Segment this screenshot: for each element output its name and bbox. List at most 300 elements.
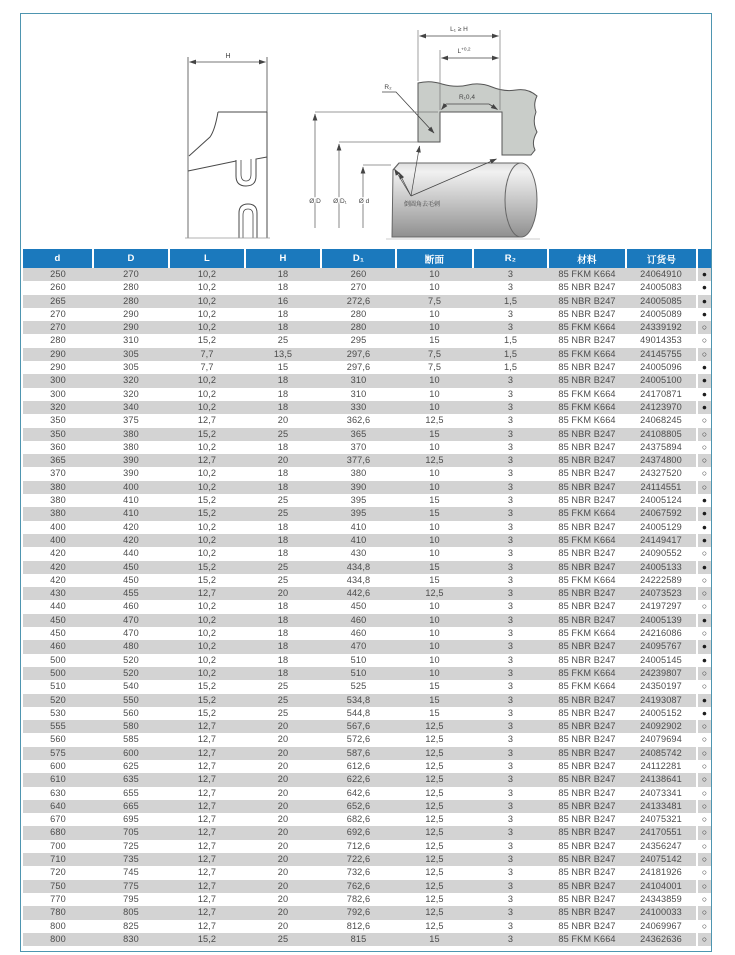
cell-section: 12,5 [425, 814, 444, 825]
table-row [23, 654, 711, 667]
availability-marker: ● [697, 534, 711, 547]
availability-marker: ● [697, 521, 711, 534]
cell-material: 85 NBR B247 [558, 614, 616, 625]
cell-L: 10,2 [197, 308, 217, 319]
cell-D: 695 [123, 814, 139, 825]
table-row [23, 321, 711, 334]
cell-D1: 297,6 [346, 348, 371, 359]
cell-material: 85 FKM K664 [558, 269, 616, 279]
cell-d: 420 [50, 574, 66, 585]
cell-D: 320 [123, 388, 139, 399]
cell-D1: 812,6 [346, 920, 371, 931]
cell-D1: 470 [350, 641, 367, 652]
cell-section: 10 [429, 468, 440, 479]
installation-drawing [309, 26, 540, 239]
cell-D: 825 [123, 920, 139, 931]
table-row [23, 813, 711, 826]
cell-d: 555 [50, 721, 66, 732]
cell-L: 15,2 [197, 707, 217, 718]
cell-H: 20 [277, 721, 289, 732]
cell-D: 305 [123, 348, 139, 359]
cell-D1: 365 [350, 428, 367, 439]
cell-order-no: 24005096 [640, 362, 682, 373]
cell-D: 470 [123, 614, 139, 625]
cell-D: 390 [123, 455, 139, 466]
cell-d: 350 [50, 428, 66, 439]
cell-order-no: 24170551 [640, 827, 682, 838]
cell-L: 12,7 [197, 827, 217, 838]
cell-section: 10 [429, 548, 440, 559]
availability-marker: ○ [697, 600, 711, 613]
cell-D: 390 [123, 468, 139, 479]
cell-L: 10,2 [197, 401, 217, 412]
cell-H: 18 [277, 601, 289, 612]
availability-marker: ○ [697, 773, 711, 786]
cell-d: 680 [50, 827, 66, 838]
table-row [23, 840, 711, 853]
cell-section: 7,5 [427, 295, 442, 306]
cell-D: 795 [123, 893, 139, 904]
cell-d: 400 [50, 534, 66, 545]
cell-D: 400 [123, 481, 139, 492]
cell-D1: 510 [350, 667, 367, 678]
cell-d: 300 [50, 375, 66, 386]
table-row [23, 707, 711, 720]
cell-d: 710 [50, 854, 66, 865]
cell-material: 85 FKM K664 [558, 508, 616, 519]
availability-marker: ○ [697, 906, 711, 919]
cell-H: 20 [277, 920, 289, 931]
table-row [23, 694, 711, 707]
availability-marker: ● [697, 295, 711, 308]
cell-H: 18 [277, 481, 289, 492]
l-dim-label [457, 47, 470, 56]
cell-H: 20 [277, 840, 289, 851]
availability-marker: ○ [697, 840, 711, 853]
cell-order-no: 24197297 [640, 601, 682, 612]
cell-D: 520 [123, 654, 139, 665]
availability-marker: ● [697, 308, 711, 321]
table-row [23, 561, 711, 574]
cell-material: 85 NBR B247 [558, 548, 616, 559]
header-section: 断面 [396, 249, 473, 268]
cell-R2: 3 [507, 521, 514, 532]
cell-R2: 3 [507, 322, 514, 333]
availability-marker: ● [697, 707, 711, 720]
cell-section: 10 [429, 628, 440, 639]
cell-R2: 3 [507, 721, 514, 732]
cell-L: 12,7 [197, 588, 217, 599]
availability-marker: ○ [697, 587, 711, 600]
cell-order-no: 24339192 [640, 322, 682, 333]
cell-R2: 3 [507, 907, 514, 918]
cell-section: 15 [429, 933, 440, 944]
table-row [23, 893, 711, 906]
table-row [23, 667, 711, 680]
availability-marker: ○ [697, 720, 711, 733]
cell-section: 10 [429, 601, 440, 612]
cell-d: 575 [50, 747, 66, 758]
table-row [23, 494, 711, 507]
cell-D: 830 [123, 933, 139, 944]
cell-section: 10 [429, 441, 440, 452]
cell-D: 705 [123, 827, 139, 838]
availability-marker: ○ [697, 667, 711, 680]
cell-H: 13,5 [273, 348, 293, 359]
cell-D: 540 [123, 681, 139, 692]
cell-D1: 460 [350, 614, 367, 625]
cell-d: 640 [50, 800, 66, 811]
cell-D1: 682,6 [346, 814, 371, 825]
cell-section: 15 [429, 694, 440, 705]
cell-D1: 260 [350, 269, 367, 279]
availability-marker: ○ [697, 733, 711, 746]
availability-marker: ○ [697, 441, 711, 454]
cell-R2: 3 [507, 614, 514, 625]
cell-D: 410 [123, 495, 139, 506]
cell-d: 500 [50, 667, 66, 678]
r2-leader-label: R₂ [384, 84, 392, 91]
cell-H: 25 [277, 561, 289, 572]
cell-d: 400 [50, 521, 66, 532]
cell-material: 85 NBR B247 [558, 455, 616, 466]
cell-material: 85 NBR B247 [558, 441, 616, 452]
cell-D1: 395 [350, 508, 367, 519]
dia-D1-label: Ø D₁ [333, 198, 347, 205]
cell-order-no: 24085742 [640, 747, 682, 758]
cell-order-no: 24090552 [640, 548, 682, 559]
cell-D: 280 [123, 295, 139, 306]
cell-R2: 3 [507, 681, 514, 692]
cell-d: 630 [50, 787, 66, 798]
cell-L: 12,7 [197, 734, 217, 745]
cell-R2: 3 [507, 508, 514, 519]
availability-marker: ○ [697, 933, 711, 946]
cell-R2: 3 [507, 707, 514, 718]
cell-order-no: 24005145 [640, 654, 682, 665]
cell-R2: 3 [507, 588, 514, 599]
cell-d: 380 [50, 495, 66, 506]
cell-D: 450 [123, 574, 139, 585]
cell-order-no: 24123970 [640, 401, 682, 412]
cell-material: 85 NBR B247 [558, 335, 616, 346]
table-row [23, 920, 711, 933]
cell-D1: 297,6 [346, 362, 371, 373]
table-row [23, 428, 711, 441]
cell-L: 12,7 [197, 920, 217, 931]
cell-D1: 410 [350, 521, 367, 532]
cell-R2: 3 [507, 787, 514, 798]
cell-H: 18 [277, 282, 289, 293]
cell-d: 290 [50, 348, 66, 359]
cell-section: 10 [429, 375, 440, 386]
cell-D1: 762,6 [346, 880, 371, 891]
cell-section: 12,5 [425, 893, 444, 904]
cell-H: 25 [277, 707, 289, 718]
cell-R2: 3 [507, 561, 514, 572]
cell-R2: 3 [507, 854, 514, 865]
cell-order-no: 24073341 [640, 787, 682, 798]
availability-marker: ○ [697, 813, 711, 826]
cell-D: 735 [123, 854, 139, 865]
cell-R2: 3 [507, 840, 514, 851]
availability-marker: ○ [697, 893, 711, 906]
availability-marker: ○ [697, 760, 711, 773]
cell-D1: 410 [350, 534, 367, 545]
cell-d: 290 [50, 362, 66, 373]
cell-material: 85 NBR B247 [558, 282, 616, 293]
cell-d: 520 [50, 694, 66, 705]
cell-section: 12,5 [425, 415, 444, 426]
cell-D: 420 [123, 521, 139, 532]
cell-L: 10,2 [197, 614, 217, 625]
cell-material: 85 NBR B247 [558, 734, 616, 745]
cell-d: 250 [50, 269, 66, 279]
deburr-note: 倒圆角去毛刺 [404, 202, 441, 208]
cell-order-no: 24104001 [640, 880, 682, 891]
cell-material: 85 NBR B247 [558, 880, 616, 891]
availability-marker: ○ [697, 428, 711, 441]
table-row [23, 747, 711, 760]
l1-dim-label: L₁ ≥ H [450, 26, 468, 33]
cell-H: 18 [277, 468, 289, 479]
cell-R2: 3 [507, 814, 514, 825]
cell-material: 85 NBR B247 [558, 893, 616, 904]
cell-L: 10,2 [197, 441, 217, 452]
cell-R2: 3 [507, 601, 514, 612]
cell-H: 18 [277, 534, 289, 545]
table-row [23, 547, 711, 560]
cell-order-no: 24005083 [640, 282, 682, 293]
cell-R2: 3 [507, 933, 514, 944]
table-row [23, 388, 711, 401]
availability-marker: ○ [697, 414, 711, 427]
cell-d: 560 [50, 734, 66, 745]
availability-marker: ○ [697, 866, 711, 879]
cell-section: 10 [429, 654, 440, 665]
l-dim-sup: +0,2 [461, 47, 471, 53]
cell-R2: 3 [507, 548, 514, 559]
table-row [23, 441, 711, 454]
cell-R2: 1,5 [503, 362, 518, 373]
cell-R2: 3 [507, 893, 514, 904]
cell-D1: 390 [350, 481, 367, 492]
cell-order-no: 24375894 [640, 441, 682, 452]
cell-H: 25 [277, 933, 289, 944]
cell-D1: 534,8 [346, 694, 371, 705]
cell-section: 15 [429, 495, 440, 506]
availability-marker: ○ [697, 481, 711, 494]
cell-R2: 3 [507, 774, 514, 785]
header-D: D [93, 249, 169, 268]
cell-material: 85 NBR B247 [558, 481, 616, 492]
cell-section: 12,5 [425, 734, 444, 745]
l-dim-base: L [457, 48, 462, 55]
cell-R2: 3 [507, 428, 514, 439]
cell-d: 370 [50, 468, 66, 479]
cell-material: 85 FKM K664 [558, 667, 616, 678]
cell-H: 20 [277, 588, 289, 599]
cell-H: 18 [277, 441, 289, 452]
table-row [23, 467, 711, 480]
cell-D: 560 [123, 707, 139, 718]
cell-D1: 330 [350, 401, 367, 412]
table-row [23, 933, 711, 946]
availability-marker: ○ [697, 747, 711, 760]
cell-section: 7,5 [427, 348, 442, 359]
cell-order-no: 24327520 [640, 468, 682, 479]
cell-H: 20 [277, 747, 289, 758]
cell-d: 420 [50, 561, 66, 572]
header-R2: R₂ [473, 249, 548, 268]
cell-material: 85 FKM K664 [558, 681, 616, 692]
availability-marker: ● [697, 507, 711, 520]
cell-section: 12,5 [425, 787, 444, 798]
cell-D: 280 [123, 282, 139, 293]
cell-d: 440 [50, 601, 66, 612]
availability-marker: ○ [697, 787, 711, 800]
cell-R2: 3 [507, 269, 514, 279]
cell-L: 10,2 [197, 375, 217, 386]
availability-marker: ○ [697, 920, 711, 933]
cell-R2: 3 [507, 641, 514, 652]
cell-H: 20 [277, 854, 289, 865]
cell-d: 750 [50, 880, 66, 891]
cell-H: 20 [277, 867, 289, 878]
cell-material: 85 NBR B247 [558, 814, 616, 825]
cell-section: 12,5 [425, 907, 444, 918]
cell-order-no: 24222589 [640, 574, 682, 585]
cell-H: 15 [277, 362, 289, 373]
cell-H: 20 [277, 893, 289, 904]
cell-L: 10,2 [197, 548, 217, 559]
cell-section: 15 [429, 561, 440, 572]
cell-D1: 510 [350, 654, 367, 665]
dia-D-label: Ø D [309, 198, 321, 205]
table-row [23, 880, 711, 893]
cell-L: 10,2 [197, 521, 217, 532]
cell-L: 15,2 [197, 561, 217, 572]
table-row [23, 587, 711, 600]
cell-D1: 270 [350, 282, 367, 293]
cell-R2: 3 [507, 468, 514, 479]
cell-L: 12,7 [197, 854, 217, 865]
table-row [23, 507, 711, 520]
cell-section: 15 [429, 574, 440, 585]
cell-D1: 272,6 [346, 295, 371, 306]
table-row [23, 295, 711, 308]
cell-D1: 587,6 [346, 747, 371, 758]
cell-R2: 1,5 [503, 335, 518, 346]
cell-L: 12,7 [197, 721, 217, 732]
cell-H: 18 [277, 641, 289, 652]
cell-D: 270 [123, 269, 139, 279]
cell-D1: 722,6 [346, 854, 371, 865]
header-D1: D₁ [321, 249, 396, 268]
cell-order-no: 24100033 [640, 907, 682, 918]
cell-D1: 280 [350, 308, 367, 319]
cell-order-no: 24362636 [640, 933, 682, 944]
cell-d: 260 [50, 282, 66, 293]
cell-R2: 3 [507, 495, 514, 506]
cell-D: 600 [123, 747, 139, 758]
cell-R2: 3 [507, 667, 514, 678]
cell-order-no: 24073523 [640, 588, 682, 599]
cell-R2: 3 [507, 481, 514, 492]
cell-D1: 310 [350, 388, 367, 399]
cell-material: 85 FKM K664 [558, 388, 616, 399]
cell-material: 85 NBR B247 [558, 468, 616, 479]
cell-L: 10,2 [197, 667, 217, 678]
availability-marker: ○ [697, 800, 711, 813]
cell-L: 12,7 [197, 774, 217, 785]
cell-section: 12,5 [425, 588, 444, 599]
cell-material: 85 NBR B247 [558, 854, 616, 865]
cell-L: 12,7 [197, 814, 217, 825]
header-H: H [245, 249, 321, 268]
cell-order-no: 24181926 [640, 867, 682, 878]
cell-H: 20 [277, 814, 289, 825]
cell-section: 12,5 [425, 920, 444, 931]
cell-material: 85 FKM K664 [558, 534, 616, 545]
cell-material: 85 NBR B247 [558, 601, 616, 612]
header-d: d [23, 249, 93, 268]
cell-D: 420 [123, 534, 139, 545]
cell-H: 25 [277, 508, 289, 519]
cell-d: 800 [50, 933, 66, 944]
cell-H: 25 [277, 681, 289, 692]
availability-marker: ● [697, 614, 711, 627]
cell-D1: 815 [350, 933, 367, 944]
cell-D: 470 [123, 628, 139, 639]
availability-marker: ○ [697, 321, 711, 334]
availability-marker: ○ [697, 467, 711, 480]
availability-marker: ● [697, 281, 711, 294]
cell-material: 85 FKM K664 [558, 348, 616, 359]
cell-D1: 712,6 [346, 840, 371, 851]
cell-D: 380 [123, 428, 139, 439]
availability-marker: ○ [697, 574, 711, 587]
cell-D1: 430 [350, 548, 367, 559]
table-row [23, 787, 711, 800]
cell-section: 10 [429, 614, 440, 625]
cell-material: 85 NBR B247 [558, 561, 616, 572]
cell-D1: 434,8 [346, 561, 371, 572]
cell-D: 725 [123, 840, 139, 851]
cell-order-no: 24005133 [640, 561, 682, 572]
cell-R2: 3 [507, 388, 514, 399]
cell-D: 460 [123, 601, 139, 612]
cell-order-no: 24005085 [640, 295, 682, 306]
cell-L: 12,7 [197, 880, 217, 891]
cell-order-no: 24075142 [640, 854, 682, 865]
cell-section: 15 [429, 508, 440, 519]
cell-d: 430 [50, 588, 66, 599]
cell-L: 15,2 [197, 681, 217, 692]
cell-D: 550 [123, 694, 139, 705]
cell-d: 460 [50, 641, 66, 652]
cell-section: 15 [429, 707, 440, 718]
cell-H: 18 [277, 308, 289, 319]
cell-H: 18 [277, 401, 289, 412]
parts-table-wrap [23, 249, 711, 946]
cell-material: 85 NBR B247 [558, 707, 616, 718]
cell-order-no: 24067592 [640, 508, 682, 519]
cell-section: 10 [429, 308, 440, 319]
table-row [23, 733, 711, 746]
table-row [23, 334, 711, 347]
cell-L: 10,2 [197, 641, 217, 652]
